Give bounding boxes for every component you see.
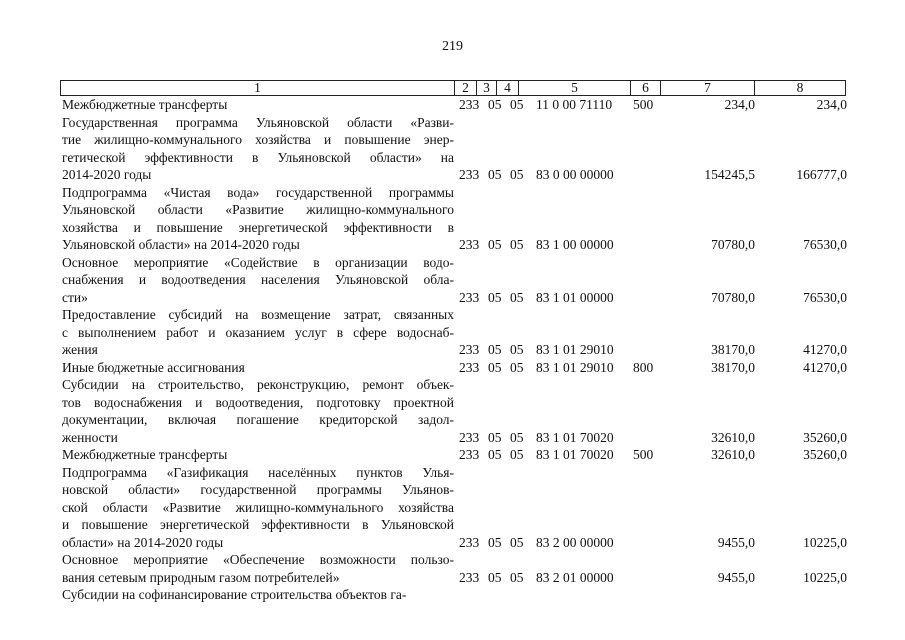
cell-c7: 234,0 [724, 97, 755, 112]
description-line: вания сетевым природным газом потребителей» [62, 569, 340, 585]
cell-c4: 05 [510, 342, 524, 357]
description-line: документации, включая погашение кредиторской задол- [62, 412, 454, 427]
description-line: Подпрограмма «Газификация населённых пунктов Улья- [62, 464, 454, 480]
cell-c3: 05 [488, 237, 502, 252]
description-line: области» на 2014-2020 годы [62, 534, 224, 550]
description-line: Межбюджетные трансферты [62, 97, 228, 112]
cell-c4: 05 [510, 359, 524, 375]
description-line: новской области» государственной программы Ульянов- [62, 482, 454, 497]
description-line: гетической эффективности в Ульяновской области» на [62, 149, 454, 165]
cell-c8: 76530,0 [803, 237, 847, 252]
header-col-6: 6 [630, 80, 660, 96]
cell-c3: 05 [488, 534, 502, 550]
cell-c3: 05 [488, 167, 502, 182]
cell-c8: 41270,0 [803, 359, 847, 375]
cell-c2: 233 [459, 429, 480, 445]
cell-c2: 233 [459, 289, 480, 305]
cell-c2: 233 [459, 569, 480, 585]
cell-c6: 800 [633, 359, 654, 375]
description-line: Субсидии на строительство, реконструкцию, ремонт объек- [62, 377, 454, 392]
description-line: Межбюджетные трансферты [62, 447, 228, 462]
cell-c2: 233 [459, 534, 480, 550]
row-description [62, 446, 454, 464]
description-line: жения [62, 342, 98, 357]
row-description [62, 464, 454, 552]
cell-c4: 05 [510, 429, 524, 445]
row-description [62, 254, 454, 307]
cell-c7: 70780,0 [711, 289, 755, 305]
row-description [62, 184, 454, 254]
cell-c7: 70780,0 [711, 237, 755, 252]
cell-c4: 05 [510, 569, 524, 585]
description-line: Субсидии на софинансирование строительства объектов га- [62, 587, 407, 602]
description-line: Подпрограмма «Чистая вода» государственной программы [62, 184, 454, 200]
description-line: ской области «Развитие жилищно-коммунального хозяйства [62, 499, 454, 515]
row-description [62, 114, 454, 184]
cell-c8: 234,0 [816, 97, 847, 112]
cell-c5: 83 2 01 00000 [536, 569, 614, 585]
description-line: хозяйства и повышение энергетической эффективности в [62, 219, 454, 235]
cell-c4: 05 [510, 97, 524, 112]
description-line: Ульяновской области «Развитие жилищно-коммунального [62, 202, 454, 217]
cell-c5: 83 1 01 00000 [536, 289, 614, 305]
cell-c2: 233 [459, 237, 480, 252]
description-line: тов водоснабжения и водоотведения, подготовку проектной [62, 394, 454, 410]
cell-c7: 32610,0 [711, 447, 755, 462]
cell-c8: 41270,0 [803, 342, 847, 357]
cell-c5: 83 1 00 00000 [536, 237, 614, 252]
cell-c3: 05 [488, 289, 502, 305]
cell-c2: 233 [459, 447, 480, 462]
row-description [62, 96, 454, 114]
cell-c7: 38170,0 [711, 359, 755, 375]
cell-c4: 05 [510, 289, 524, 305]
cell-c6: 500 [633, 447, 654, 462]
cell-c8: 35260,0 [803, 447, 847, 462]
description-line: с выполнением работ и оказанием услуг в сфере водоснаб- [62, 324, 454, 340]
cell-c5: 83 1 01 29010 [536, 359, 614, 375]
cell-c6: 500 [633, 97, 654, 112]
description-line: сти» [62, 289, 88, 305]
description-line: женности [62, 429, 118, 445]
description-line: Предоставление субсидий на возмещение затрат, связанных [62, 307, 454, 322]
description-line: и повышение энергетической эффективности в Ульяновской [62, 517, 454, 532]
cell-c4: 05 [510, 447, 524, 462]
cell-c4: 05 [510, 237, 524, 252]
row-description [62, 551, 454, 586]
cell-c4: 05 [510, 167, 524, 182]
header-col-8: 8 [754, 80, 846, 96]
cell-c3: 05 [488, 359, 502, 375]
description-line: Государственная программа Ульяновской области «Разви- [62, 114, 454, 130]
header-col-3: 3 [476, 80, 496, 96]
description-line: снабжения и водоотведения населения Ульяновской обла- [62, 272, 454, 287]
cell-c2: 233 [459, 167, 480, 182]
header-col-5: 5 [518, 80, 630, 96]
cell-c5: 83 1 01 29010 [536, 342, 614, 357]
header-col-2: 2 [454, 80, 476, 96]
cell-c3: 05 [488, 447, 502, 462]
row-description [62, 586, 454, 604]
cell-c8: 35260,0 [803, 429, 847, 445]
cell-c8: 76530,0 [803, 289, 847, 305]
header-col-4: 4 [496, 80, 518, 96]
cell-c5: 83 2 00 00000 [536, 534, 614, 550]
cell-c7: 9455,0 [717, 534, 755, 550]
cell-c8: 10225,0 [803, 534, 847, 550]
cell-c5: 83 1 01 70020 [536, 429, 614, 445]
cell-c4: 05 [510, 534, 524, 550]
cell-c7: 38170,0 [711, 342, 755, 357]
header-col-7: 7 [660, 80, 754, 96]
description-line: Основное мероприятие «Обеспечение возможности пользо- [62, 552, 454, 567]
cell-c7: 154245,5 [704, 167, 755, 182]
cell-c3: 05 [488, 569, 502, 585]
row-description [62, 359, 454, 377]
cell-c5: 11 0 00 71110 [536, 97, 613, 112]
cell-c2: 233 [459, 359, 480, 375]
cell-c3: 05 [488, 97, 502, 112]
description-line: Иные бюджетные ассигнования [62, 359, 245, 375]
description-line: тие жилищно-коммунального хозяйства и повышение энер- [62, 132, 454, 147]
cell-c7: 32610,0 [711, 429, 755, 445]
cell-c5: 83 1 01 70020 [536, 447, 614, 462]
row-description [62, 376, 454, 446]
header-col-1: 1 [60, 80, 454, 96]
cell-c2: 233 [459, 342, 480, 357]
cell-c3: 05 [488, 429, 502, 445]
cell-c7: 9455,0 [717, 569, 755, 585]
cell-c3: 05 [488, 342, 502, 357]
page-number: 219 [442, 39, 463, 54]
description-line: Ульяновской области» на 2014-2020 годы [62, 237, 300, 252]
row-description [62, 306, 454, 359]
description-line: Основное мероприятие «Содействие в организации водо- [62, 254, 454, 270]
cell-c8: 10225,0 [803, 569, 847, 585]
description-line: 2014-2020 годы [62, 167, 152, 182]
cell-c8: 166777,0 [796, 167, 847, 182]
cell-c2: 233 [459, 97, 480, 112]
cell-c5: 83 0 00 00000 [536, 167, 614, 182]
